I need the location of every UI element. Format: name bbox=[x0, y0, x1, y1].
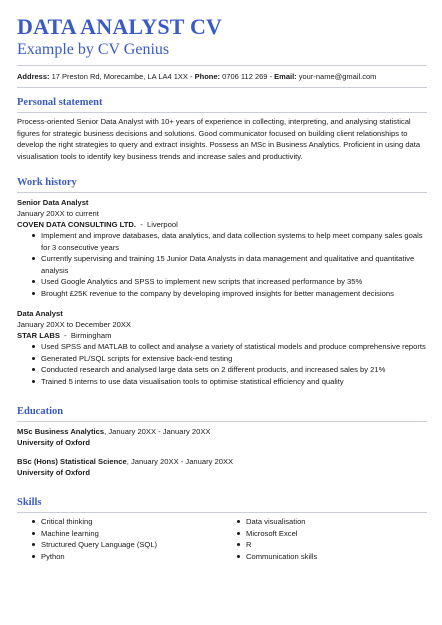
phone-value: 0706 112 269 bbox=[222, 72, 268, 81]
section-heading: Personal statement bbox=[17, 97, 103, 108]
contact-divider bbox=[17, 87, 427, 88]
location-separator: - bbox=[140, 220, 143, 229]
education-degree-line bbox=[17, 426, 427, 437]
section-divider bbox=[17, 512, 427, 513]
list-item: Communication skills bbox=[246, 551, 427, 563]
list-item: R bbox=[246, 539, 427, 551]
list-item: Used SPSS and MATLAB to collect and analyse a variety of statistical models and produce comprehensive reports bbox=[41, 342, 426, 351]
skills-list-left bbox=[17, 516, 222, 562]
phone-label: Phone: bbox=[194, 72, 221, 81]
education-entry bbox=[17, 456, 427, 478]
location-separator: - bbox=[64, 331, 67, 340]
education-section bbox=[17, 405, 427, 478]
section-heading: Work history bbox=[17, 177, 77, 188]
section-divider bbox=[17, 421, 427, 422]
degree-name: BSc (Hons) Statistical Science bbox=[17, 457, 127, 466]
list-item: Critical thinking bbox=[41, 516, 222, 528]
cv-title: DATA ANALYST CV bbox=[17, 14, 223, 39]
job-dates: January 20XX to current bbox=[17, 209, 99, 218]
education-entry bbox=[17, 426, 427, 448]
contact-separator: - bbox=[269, 72, 273, 81]
list-item: Machine learning bbox=[41, 528, 222, 540]
section-divider bbox=[17, 192, 427, 193]
school-name: University of Oxford bbox=[17, 468, 90, 477]
personal-statement-text: Process-oriented Senior Data Analyst with 10+ years of experience in collecting, interpreting, and analysing statistical figures for strategic business decisions and solutions. Good communicator focused on building client relationships to develop the right strategies to query and extract insights. Possess an MSc in Business Analytics. Proficient in using data visualisation tools to identify key business trends and increase sales and productivity. bbox=[17, 117, 421, 161]
degree-name: MSc Business Analytics bbox=[17, 427, 105, 436]
list-item: Conducted research and analysed large data sets on 2 different products, and increased sales by 21% bbox=[41, 364, 427, 376]
skills-list-right bbox=[222, 516, 427, 562]
list-item: Python bbox=[41, 551, 222, 563]
degree-dates: , January 20XX - January 20XX bbox=[126, 457, 234, 466]
job-company-line bbox=[17, 330, 427, 341]
section-heading: Education bbox=[17, 406, 64, 417]
job-dates: January 20XX to December 20XX bbox=[17, 320, 131, 329]
company-location: Birmingham bbox=[70, 331, 112, 340]
personal-statement-section bbox=[17, 96, 427, 162]
cv-subtitle: Example by CV Genius bbox=[17, 41, 170, 58]
email-label: Email: bbox=[274, 72, 297, 81]
list-item: Data visualisation bbox=[246, 516, 427, 528]
list-item: Used Google Analytics and SPSS to implement new scripts that increased performance by 35% bbox=[41, 276, 427, 288]
job-title: Senior Data Analyst bbox=[17, 198, 89, 207]
company-name: STAR LABS bbox=[17, 331, 60, 340]
job-entry bbox=[17, 308, 427, 387]
contact-line bbox=[17, 66, 427, 87]
list-item: Structured Query Language (SQL) bbox=[41, 539, 222, 551]
contact-separator: - bbox=[190, 72, 193, 81]
company-location: Liverpool bbox=[146, 220, 178, 229]
address-value: 17 Preston Rd, Morecambe, LA LA4 1XX bbox=[51, 72, 188, 81]
list-item: Generated PL/SQL scripts for extensive back-end testing bbox=[41, 353, 427, 365]
list-item: Trained 5 interns to use data visualisation tools to optimise statistical efficiency and quality bbox=[41, 376, 427, 388]
job-company-line bbox=[17, 219, 427, 230]
company-name: COVEN DATA CONSULTING LTD. bbox=[17, 220, 136, 229]
job-title: Data Analyst bbox=[17, 309, 63, 318]
list-item: Implement and improve databases, data analytics, and data collection systems to help meet company sales goals for 3 consecutive years bbox=[41, 230, 427, 253]
section-divider bbox=[17, 112, 427, 113]
school-name: University of Oxford bbox=[17, 438, 90, 447]
degree-dates: , January 20XX - January 20XX bbox=[104, 427, 211, 436]
job-bullet-list bbox=[17, 341, 427, 387]
job-entry bbox=[17, 197, 427, 299]
education-degree-line bbox=[17, 456, 427, 467]
email-value: your-name@gmail.com bbox=[298, 72, 377, 81]
list-item: Currently supervising and training 15 Junior Data Analysts in data management and qualitative and quantitative analysis bbox=[41, 253, 427, 276]
list-item: Brought £25K revenue to the company by developing improved insights for better management decisions bbox=[41, 288, 427, 300]
address-label: Address: bbox=[17, 72, 50, 81]
work-history-section bbox=[17, 176, 427, 387]
list-item: Microsoft Excel bbox=[246, 528, 427, 540]
skills-section bbox=[17, 496, 427, 562]
job-bullet-list bbox=[17, 230, 427, 299]
cv-document bbox=[17, 14, 427, 562]
skills-columns bbox=[17, 516, 427, 562]
section-heading: Skills bbox=[17, 497, 42, 508]
